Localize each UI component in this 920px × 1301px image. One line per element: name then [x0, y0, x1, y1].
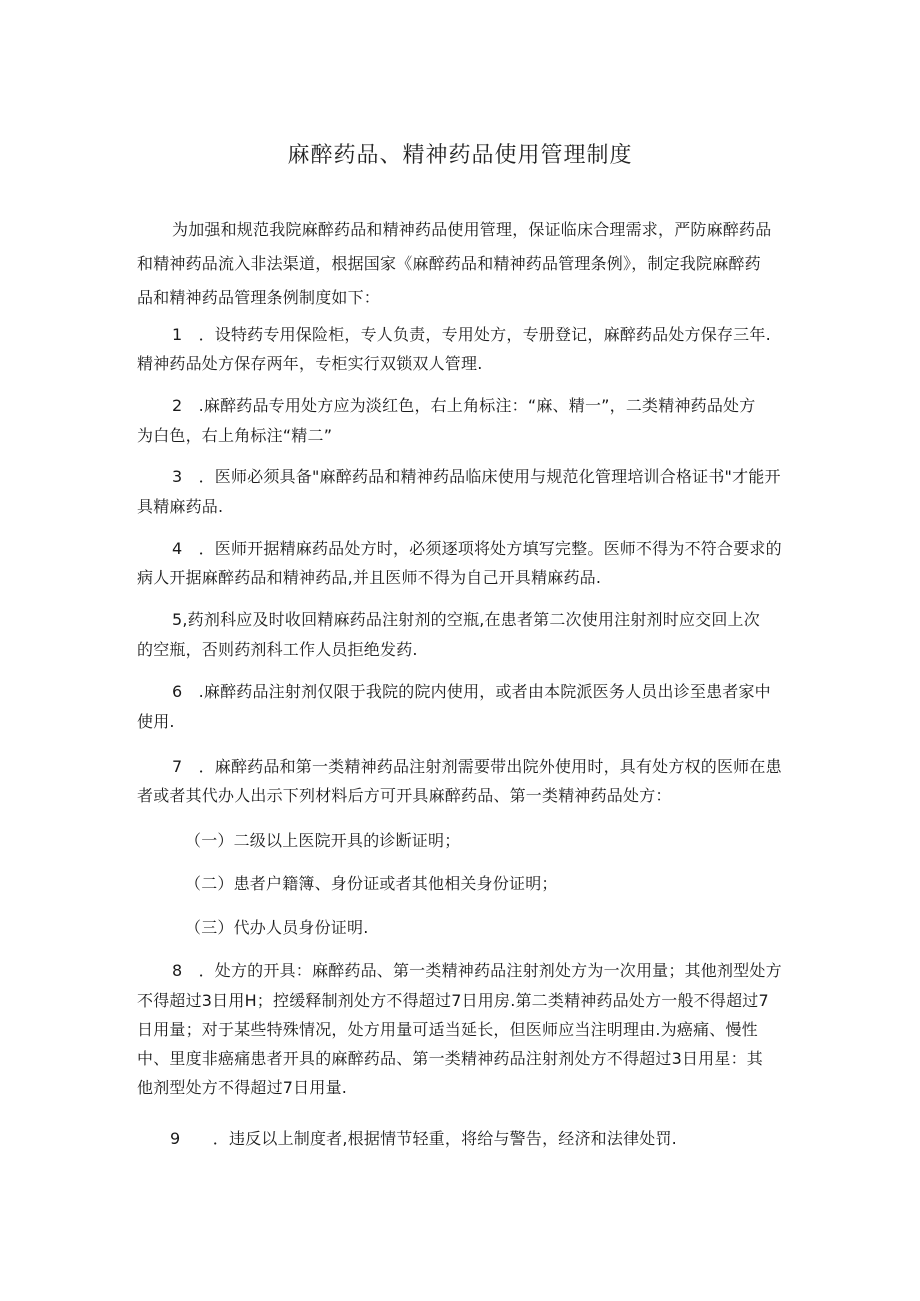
- document-title: 麻醉药品、精神药品使用管理制度: [287, 143, 633, 168]
- sub-item: （三）代办人员身份证明.: [185, 918, 369, 937]
- sub-item: （二）患者户籍簿、身份证或者其他相关身份证明；: [185, 874, 558, 893]
- rule-item-8-line: 他剂型处方不得超过7日用量.: [137, 1078, 348, 1097]
- rule-item-4-line: 4 ．医师开据精麻药品处方时，必须逐项将处方填写完整。医师不得为不符合要求的: [172, 539, 782, 558]
- intro-line: 和精神药品流入非法渠道，根据国家《麻醉药品和精神药品管理条例》，制定我院麻醉药: [137, 254, 761, 273]
- rule-item-6-line: 6 .麻醉药品注射剂仅限于我院的院内使用，或者由本院派医务人员出诊至患者家中: [172, 682, 771, 701]
- intro-line: 为加强和规范我院麻醉药品和精神药品使用管理，保证临床合理需求，严防麻醉药品: [172, 220, 772, 239]
- rule-item-9-line: 9 ．违反以上制度者,根据情节轻重，将给与警告，经济和法律处罚.: [170, 1129, 677, 1148]
- rule-item-3-line: 具精麻药品.: [137, 497, 224, 516]
- rule-item-1-line: 1 ．设特药专用保险柜，专人负责，专用处方，专册登记，麻醉药品处方保存三年.: [172, 325, 771, 344]
- rule-item-2-line: 2 .麻醉药品专用处方应为淡红色，右上角标注：“麻、精一”，二类精神药品处方: [172, 396, 756, 415]
- rule-item-2-line: 为白色，右上角标注“精二”: [137, 426, 333, 445]
- rule-item-3-line: 3 ．医师必须具备"麻醉药品和精神药品临床使用与规范化管理培训合格证书"才能开: [172, 467, 781, 486]
- rule-item-5-line: 的空瓶，否则药剂科工作人员拒绝发药.: [137, 640, 418, 659]
- rule-item-5-line: 5,药剂科应及时收回精麻药品注射剂的空瓶,在患者第二次使用注射剂时应交回上次: [172, 610, 760, 629]
- intro-line: 品和精神药品管理条例制度如下：: [137, 288, 381, 307]
- rule-item-8-line: 8 ．处方的开具：麻醉药品、第一类精神药品注射剂处方为一次用量；其他剂型处方: [172, 961, 782, 980]
- sub-item: （一）二级以上医院开具的诊断证明；: [185, 831, 461, 850]
- rule-item-7-line: 7 ．麻醉药品和第一类精神药品注射剂需要带出院外使用时，具有处方权的医师在患: [172, 757, 782, 776]
- rule-item-1-line: 精神药品处方保存两年，专柜实行双锁双人管理.: [137, 354, 483, 373]
- rule-item-7-line: 者或者其代办人出示下列材料后方可开具麻醉药品、第一类精神药品处方：: [137, 786, 672, 805]
- rule-item-4-line: 病人开据麻醉药品和精神药品,并且医师不得为自己开具精麻药品.: [137, 568, 602, 587]
- rule-item-8-line: 日用量；对于某些特殊情况，处方用量可适当延长，但医师应当注明理由.为癌痛、慢性: [137, 1020, 758, 1039]
- rule-item-8-line: 不得超过3日用H；控缓释制剂处方不得超过7日用房.第二类精神药品处方一般不得超过7: [137, 991, 769, 1010]
- rule-item-6-line: 使用.: [137, 712, 175, 731]
- rule-item-8-line: 中、里度非癌痛患者开具的麻醉药品、第一类精神药品注射剂处方不得超过3日用星：其: [137, 1049, 763, 1068]
